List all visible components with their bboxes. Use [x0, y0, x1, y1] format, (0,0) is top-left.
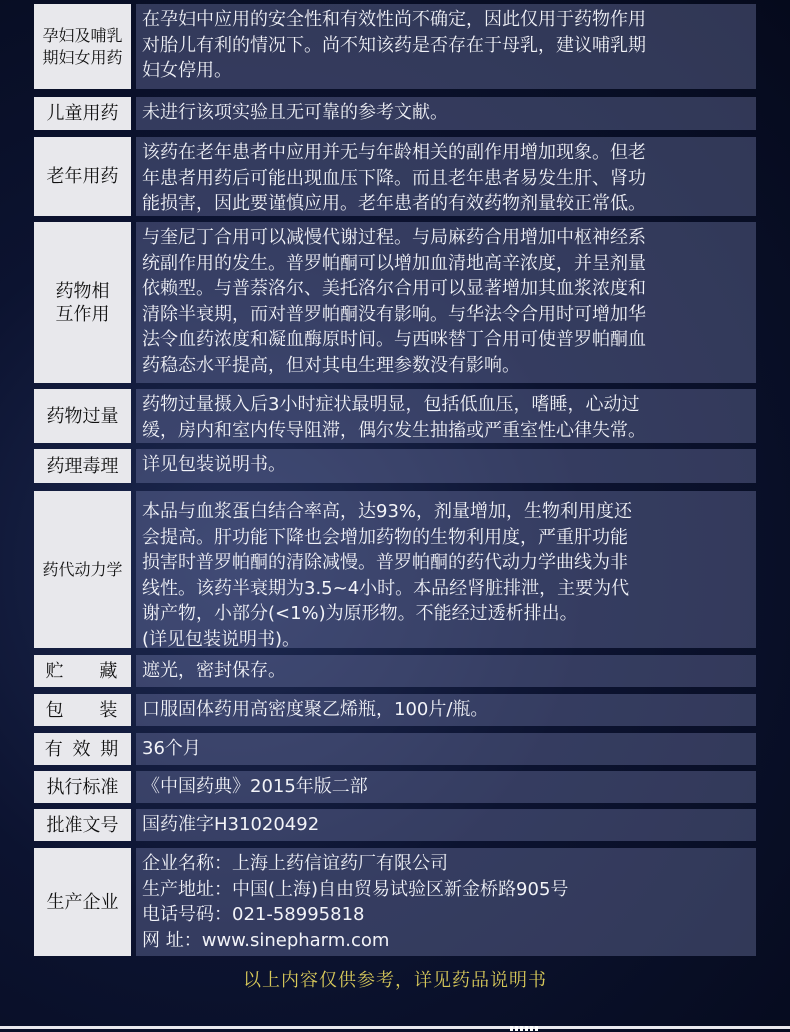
label-approval: 批准文号 [34, 809, 131, 841]
indicator-dot [525, 1026, 528, 1031]
content-validity: 36个月 [136, 733, 756, 765]
label-package: 包 装 [34, 694, 131, 726]
indicator-dot [535, 1026, 538, 1031]
content-pharmacokinetics: 本品与血浆蛋白结合率高，达93%，剂量增加，生物利用度还 会提高。肝功能下降也会增加药物的生物利用度，严重肝功能 损害时普罗帕酮的清除减慢。普罗帕酮的药代动力学曲线为非 线性。该药半衰期为3.5~4小时。本品经肾脏排泄，主要为代 谢产物，小部分(<1%)为原形物。不能经过透析排出。 (详见包装说明书)。 [136, 491, 756, 648]
row-manufacturer [34, 848, 756, 956]
content-elderly: 该药在老年患者中应用并无与年龄相关的副作用增加现象。但老 年患者用药后可能出现血压下降。而且老年患者易发生肝、肾功 能损害，因此要谨慎应用。老年患者的有效药物剂量较正常低。 [136, 137, 756, 216]
row-overdose [34, 389, 756, 443]
label-standard: 执行标准 [34, 771, 131, 803]
indicator-dot [515, 1026, 518, 1031]
row-interactions [34, 222, 756, 383]
label-pregnancy: 孕妇及哺乳 期妇女用药 [34, 4, 131, 89]
page-indicator [510, 1026, 540, 1031]
row-elderly [34, 137, 756, 216]
label-storage: 贮 藏 [34, 655, 131, 687]
indicator-dot [530, 1026, 533, 1031]
content-storage: 遮光，密封保存。 [136, 655, 756, 687]
indicator-dot [520, 1026, 523, 1031]
content-approval: 国药准字H31020492 [136, 809, 756, 841]
row-standard [34, 771, 756, 803]
row-children [34, 97, 756, 130]
label-validity: 有 效 期 [34, 733, 131, 765]
drug-info-table [34, 4, 756, 956]
content-pharmacology: 详见包装说明书。 [136, 449, 756, 483]
row-approval [34, 809, 756, 841]
content-manufacturer: 企业名称：上海上药信谊药厂有限公司 生产地址：中国(上海)自由贸易试验区新金桥路905号 电话号码：021-58995818 网 址：www.sinepharm.com [136, 848, 756, 956]
label-elderly: 老年用药 [34, 137, 131, 216]
row-pharmacokinetics [34, 491, 756, 648]
content-overdose: 药物过量摄入后3小时症状最明显，包括低血压，嗜睡，心动过 缓，房内和室内传导阻滞，偶尔发生抽搐或严重室性心律失常。 [136, 389, 756, 443]
row-validity [34, 733, 756, 765]
label-manufacturer: 生产企业 [34, 848, 131, 956]
row-package [34, 694, 756, 726]
row-pharmacology [34, 449, 756, 483]
content-children: 未进行该项实验且无可靠的参考文献。 [136, 97, 756, 130]
content-interactions: 与奎尼丁合用可以减慢代谢过程。与局麻药合用增加中枢神经系 统副作用的发生。普罗帕酮可以增加血清地高辛浓度，并呈剂量 依赖型。与普萘洛尔、美托洛尔合用可以显著增加其血浆浓度和 清除半衰期，而对普罗帕酮没有影响。与华法令合用时可增加华 法令血药浓度和凝血酶原时间。与西咪替丁合用可使普罗帕酮血 药稳态水平提高，但对其电生理参数没有影响。 [136, 222, 756, 383]
disclaimer-footer: 以上内容仅供参考，详见药品说明书 [243, 970, 547, 991]
content-package: 口服固体药用高密度聚乙烯瓶，100片/瓶。 [136, 694, 756, 726]
label-overdose: 药物过量 [34, 389, 131, 443]
row-storage [34, 655, 756, 687]
label-pharmacokinetics: 药代动力学 [34, 491, 131, 648]
indicator-dot [510, 1026, 513, 1031]
bottom-divider [0, 1026, 790, 1029]
content-pregnancy: 在孕妇中应用的安全性和有效性尚不确定，因此仅用于药物作用 对胎儿有利的情况下。尚不知该药是否存在于母乳，建议哺乳期 妇女停用。 [136, 4, 756, 89]
row-pregnancy [34, 4, 756, 89]
label-interactions: 药物相 互作用 [34, 222, 131, 383]
label-pharmacology: 药理毒理 [34, 449, 131, 483]
content-standard: 《中国药典》2015年版二部 [136, 771, 756, 803]
label-children: 儿童用药 [34, 97, 131, 130]
